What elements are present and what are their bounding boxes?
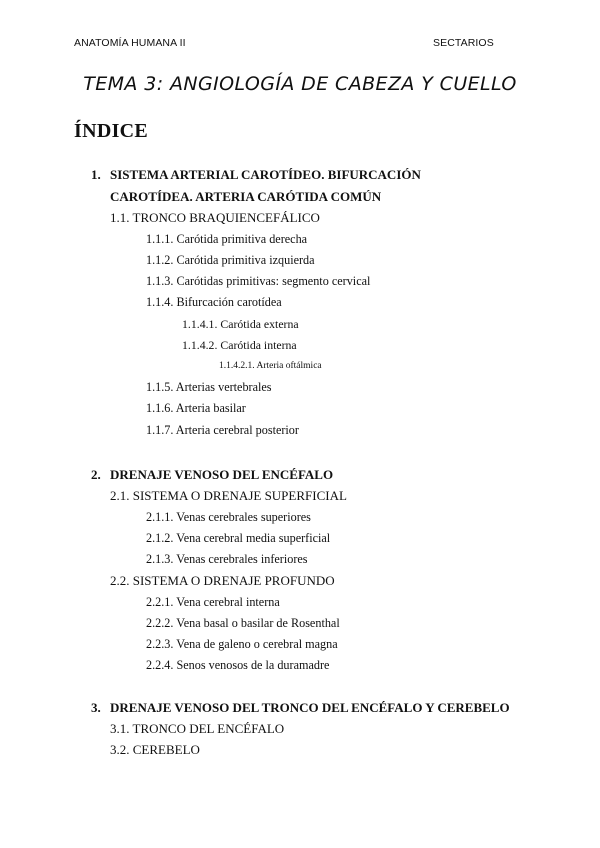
document-title: TEMA 3: ANGIOLOGÍA DE CABEZA Y CUELLO — [83, 73, 517, 95]
toc-item-1-1-4-2: 1.1.4.2. Carótida interna — [182, 338, 297, 352]
toc-section-2-number: 2. — [91, 467, 101, 482]
toc-item-2-1-2: 2.1.2. Vena cerebral media superficial — [146, 531, 331, 545]
toc-item-2-2-4: 2.2.4. Senos venosos de la duramadre — [146, 658, 330, 672]
toc-item-1-1-2: 1.1.2. Carótida primitiva izquierda — [146, 253, 315, 267]
toc-item-3-2: 3.2. CEREBELO — [110, 742, 200, 757]
toc-section-1-title-line2: CAROTÍDEA. ARTERIA CARÓTIDA COMÚN — [110, 189, 382, 204]
toc-item-1-1-7: 1.1.7. Arteria cerebral posterior — [146, 423, 299, 437]
toc-item-1-1-5: 1.1.5. Arterias vertebrales — [146, 380, 272, 394]
toc-item-2-2-3: 2.2.3. Vena de galeno o cerebral magna — [146, 637, 338, 651]
toc-item-2-1-3: 2.1.3. Venas cerebrales inferiores — [146, 552, 308, 566]
toc-item-1-1-3: 1.1.3. Carótidas primitivas: segmento cervical — [146, 274, 371, 288]
toc-item-3-1: 3.1. TRONCO DEL ENCÉFALO — [110, 721, 285, 736]
toc-item-2-1-1: 2.1.1. Venas cerebrales superiores — [146, 510, 311, 524]
toc-section-1-number: 1. — [91, 167, 101, 182]
toc-item-1-1-4-1: 1.1.4.1. Carótida externa — [182, 317, 299, 331]
toc-section-2-title: DRENAJE VENOSO DEL ENCÉFALO — [110, 467, 334, 482]
toc-item-2-2: 2.2. SISTEMA O DRENAJE PROFUNDO — [110, 573, 335, 588]
toc-item-1-1-4: 1.1.4. Bifurcación carotídea — [146, 295, 282, 309]
toc-item-2-2-2: 2.2.2. Vena basal o basilar de Rosenthal — [146, 616, 340, 630]
toc-item-1-1-6: 1.1.6. Arteria basilar — [146, 401, 246, 415]
toc-section-3-title: DRENAJE VENOSO DEL TRONCO DEL ENCÉFALO Y CEREBELO — [110, 700, 510, 715]
toc-item-1-1-1: 1.1.1. Carótida primitiva derecha — [146, 232, 308, 246]
toc-item-2-1: 2.1. SISTEMA O DRENAJE SUPERFICIAL — [110, 488, 347, 503]
toc-item-1-1: 1.1. TRONCO BRAQUIENCEFÁLICO — [110, 210, 320, 225]
header-author: SECTARIOS — [433, 37, 494, 49]
header-subject: ANATOMÍA HUMANA II — [74, 37, 186, 49]
toc-item-2-2-1: 2.2.1. Vena cerebral interna — [146, 595, 280, 609]
toc-section-1-title-line1: SISTEMA ARTERIAL CAROTÍDEO. BIFURCACIÓN — [110, 167, 421, 182]
toc-item-1-1-4-2-1: 1.1.4.2.1. Arteria oftálmica — [219, 361, 322, 371]
index-heading: ÍNDICE — [74, 120, 149, 142]
toc-section-3-number: 3. — [91, 700, 101, 715]
